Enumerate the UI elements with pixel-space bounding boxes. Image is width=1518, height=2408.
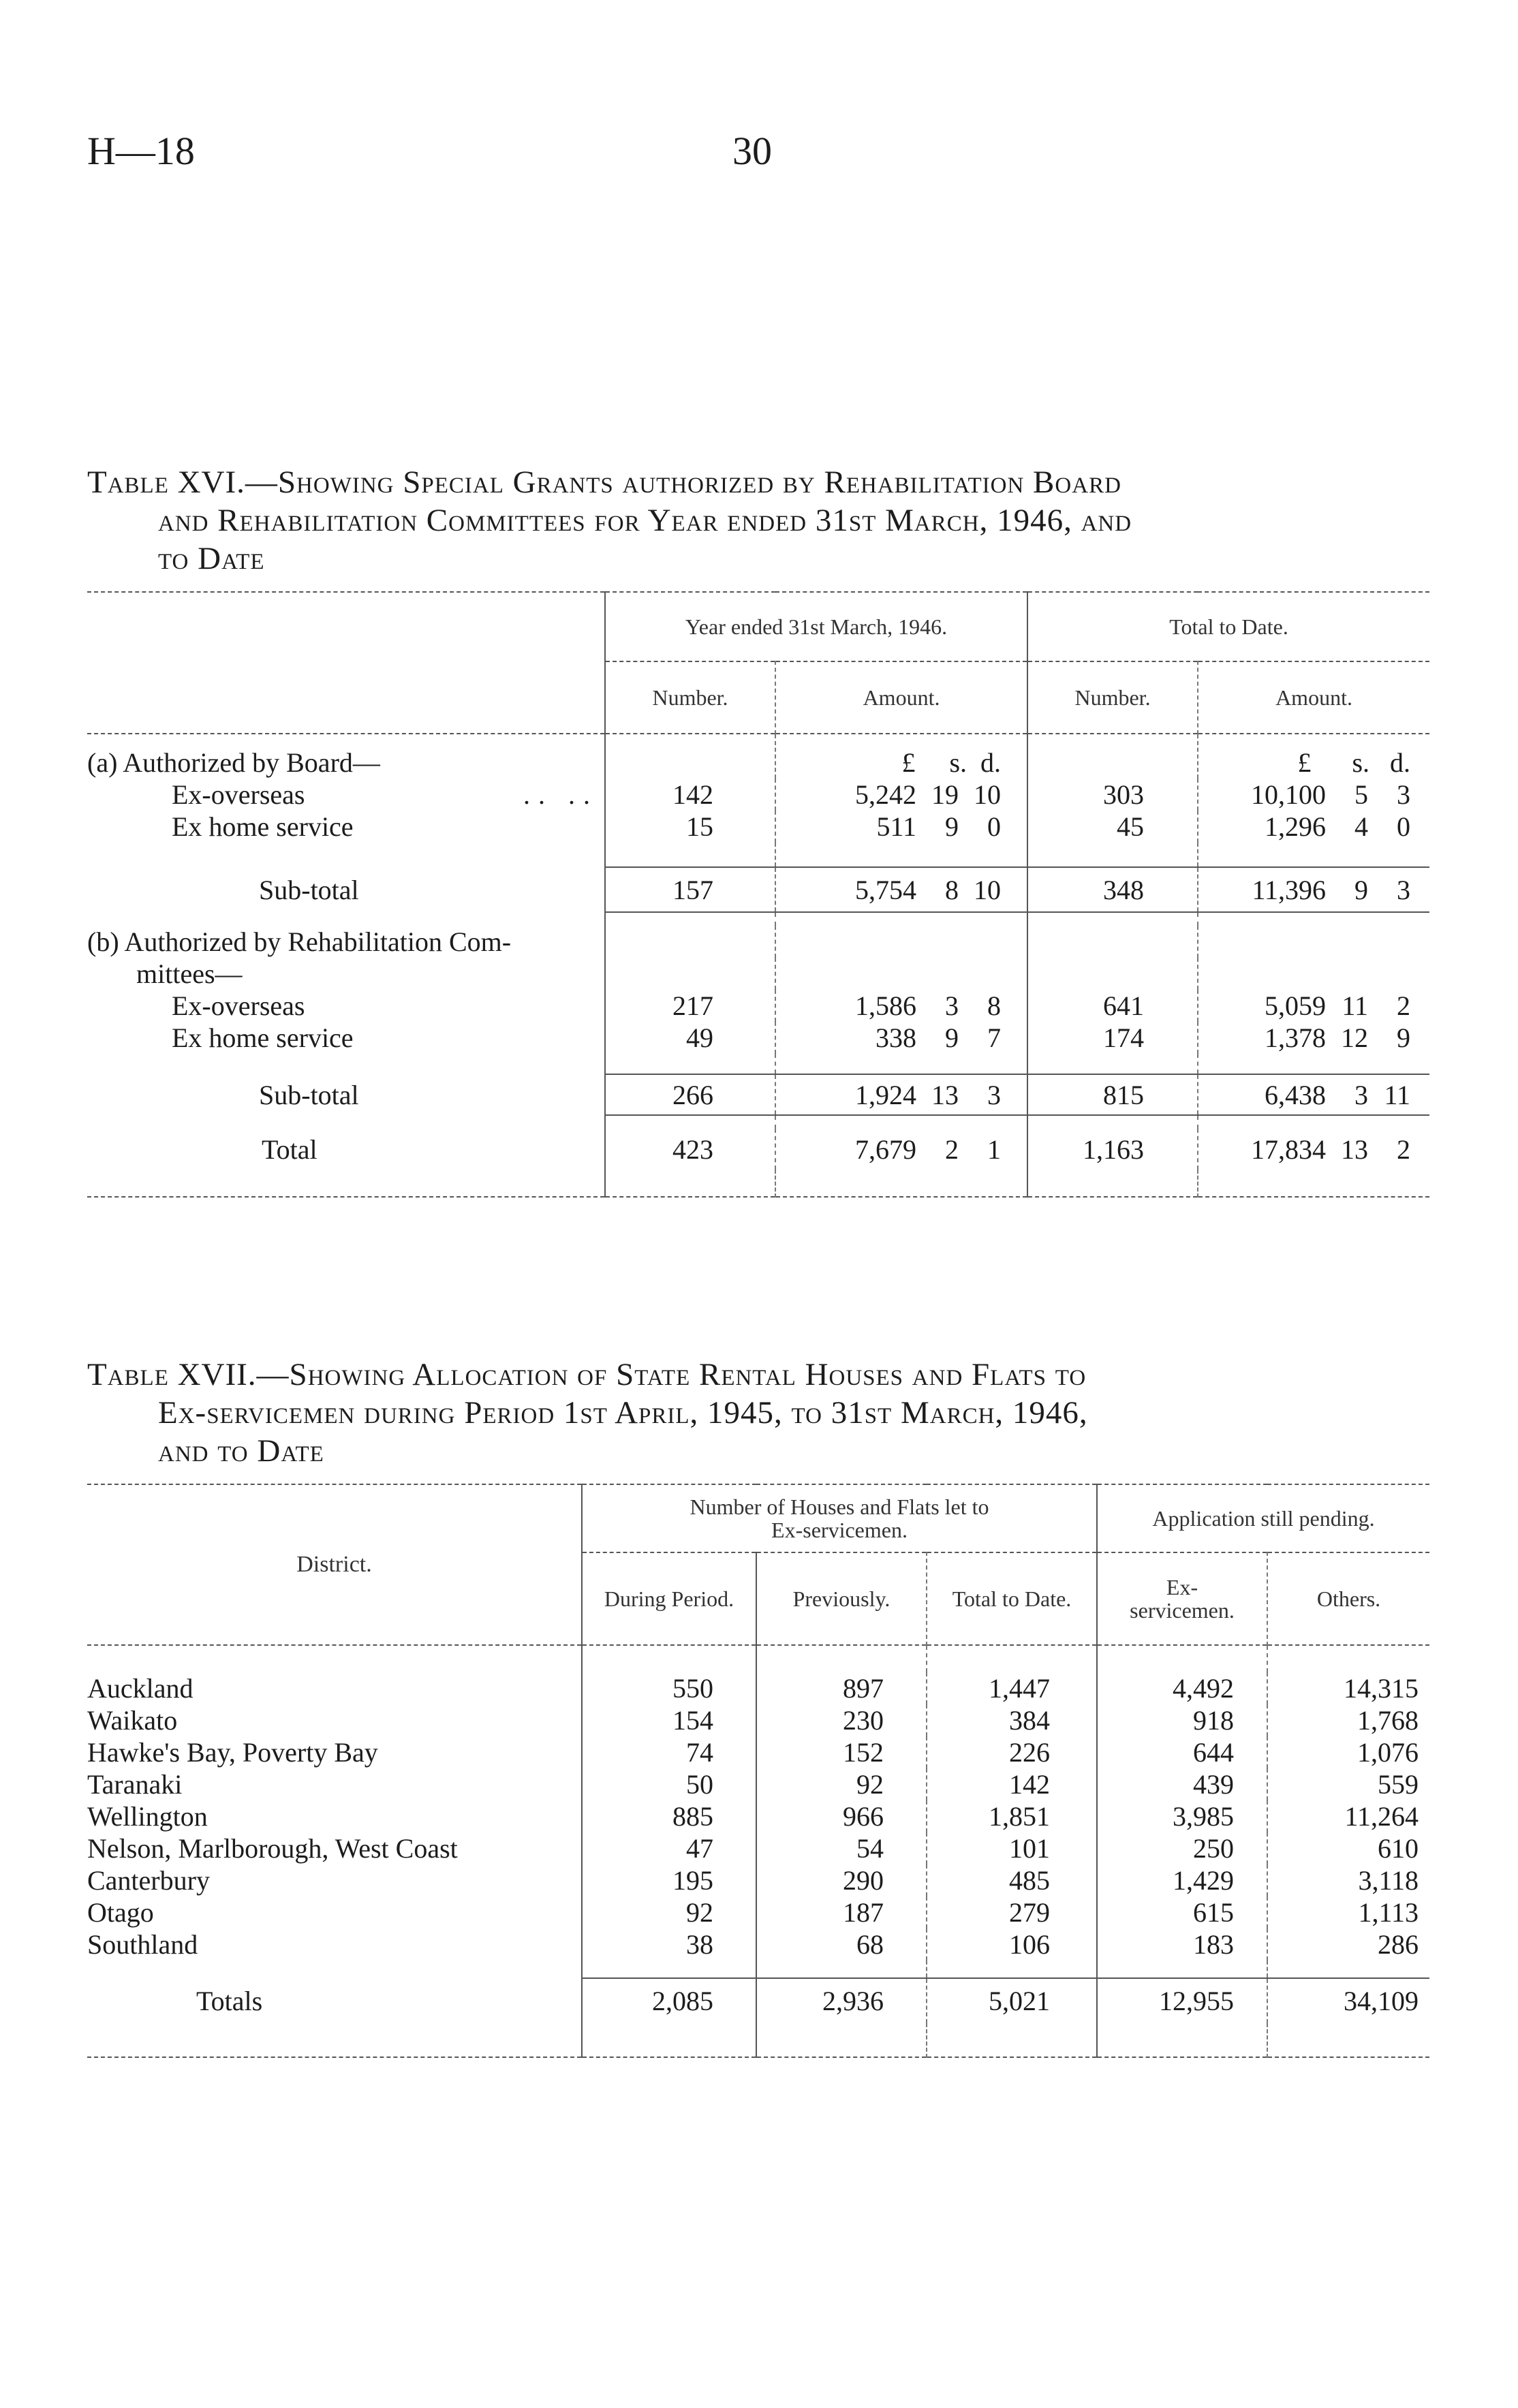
table17-caption-line2: Ex-servicemen during Period 1st April, 1945, to 31st March, 1946, bbox=[158, 1395, 1088, 1430]
table17-row: Waikato 154 230 384 918 1,768 bbox=[87, 1704, 1429, 1736]
table17-caption bbox=[87, 1356, 1429, 1470]
table17 bbox=[87, 1484, 1429, 2058]
table16-row: Ex-overseas 217 1,586 3 8 641 5,059 11 2 bbox=[87, 990, 1429, 1022]
table17-row: Canterbury 195 290 485 1,429 3,118 bbox=[87, 1864, 1429, 1896]
table16-caption-line3: to Date bbox=[158, 541, 265, 576]
table17-totals-row: Totals 2,085 2,936 5,021 12,955 34,109 bbox=[87, 1978, 1429, 2023]
table16 bbox=[87, 591, 1429, 1198]
table16-units-total: £ s. d. bbox=[1198, 734, 1429, 779]
table16-header-amount2: Amount. bbox=[1198, 661, 1429, 734]
table17-header-during: During Period. bbox=[582, 1552, 756, 1645]
table16-row: Ex-overseas .. .. 142 5,242 19 10 303 10,100 5 3 bbox=[87, 779, 1429, 811]
table16-header-number2: Number. bbox=[1027, 661, 1198, 734]
table17-caption-line1: Table XVII.—Showing Allocation of State Rental Houses and Flats to bbox=[87, 1357, 1087, 1392]
table16-section-a: (a) Authorized by Board— bbox=[87, 747, 380, 778]
table16-header-total: Total to Date. bbox=[1027, 592, 1429, 661]
table17-row: Southland 38 68 106 183 286 bbox=[87, 1928, 1429, 1960]
table17-row: Taranaki 50 92 142 439 559 bbox=[87, 1768, 1429, 1800]
table16-caption-line2: and Rehabilitation Committees for Year ended 31st March, 1946, and bbox=[158, 503, 1132, 538]
table16-subtotal-row: Sub-total 157 5,754 8 10 348 11,396 9 3 bbox=[87, 867, 1429, 912]
table17-header-let: Number of Houses and Flats let to Ex-servicemen. bbox=[582, 1484, 1097, 1552]
table17-row: Auckland 550 897 1,447 4,492 14,315 bbox=[87, 1672, 1429, 1704]
page-reference: H—18 bbox=[87, 129, 195, 173]
table16-section-b-cont: mittees— bbox=[136, 958, 243, 989]
table17-header-previously: Previously. bbox=[756, 1552, 927, 1645]
table17-header-pending: Application still pending. bbox=[1097, 1484, 1429, 1552]
table16-caption-line1: Table XVI.—Showing Special Grants authorized by Rehabilitation Board bbox=[87, 465, 1121, 500]
table17-header-exservicemen: Ex-servicemen. bbox=[1097, 1552, 1267, 1645]
table16-row: Ex home service 15 511 9 0 45 1,296 4 0 bbox=[87, 811, 1429, 843]
table16-header-number: Number. bbox=[605, 661, 775, 734]
table16-header-year: Year ended 31st March, 1946. bbox=[605, 592, 1027, 661]
table17-row: Otago 92 187 279 615 1,113 bbox=[87, 1896, 1429, 1928]
table17-row: Hawke's Bay, Poverty Bay 74 152 226 644 1,076 bbox=[87, 1736, 1429, 1768]
table17-header-others: Others. bbox=[1267, 1552, 1429, 1645]
table17-header-district: District. bbox=[87, 1484, 582, 1645]
table16-header-amount: Amount. bbox=[775, 661, 1027, 734]
table16-caption bbox=[87, 463, 1429, 578]
table16-total-row: Total 423 7,679 2 1 1,163 17,834 13 2 bbox=[87, 1129, 1429, 1170]
table17-row: Nelson, Marlborough, West Coast 47 54 101 250 610 bbox=[87, 1832, 1429, 1864]
page-number: 30 bbox=[732, 129, 772, 173]
table17-row: Wellington 885 966 1,851 3,985 11,264 bbox=[87, 1800, 1429, 1832]
table16-section-b: (b) Authorized by Rehabilitation Com- bbox=[87, 926, 512, 957]
table16-row: Ex home service 49 338 9 7 174 1,378 12 9 bbox=[87, 1022, 1429, 1054]
table16-subtotal-row: Sub-total 266 1,924 13 3 815 6,438 3 11 bbox=[87, 1074, 1429, 1115]
table17-header-total: Total to Date. bbox=[927, 1552, 1097, 1645]
table17-caption-line3: and to Date bbox=[158, 1433, 324, 1469]
table16-units-year: £ s. d. bbox=[775, 734, 1027, 779]
